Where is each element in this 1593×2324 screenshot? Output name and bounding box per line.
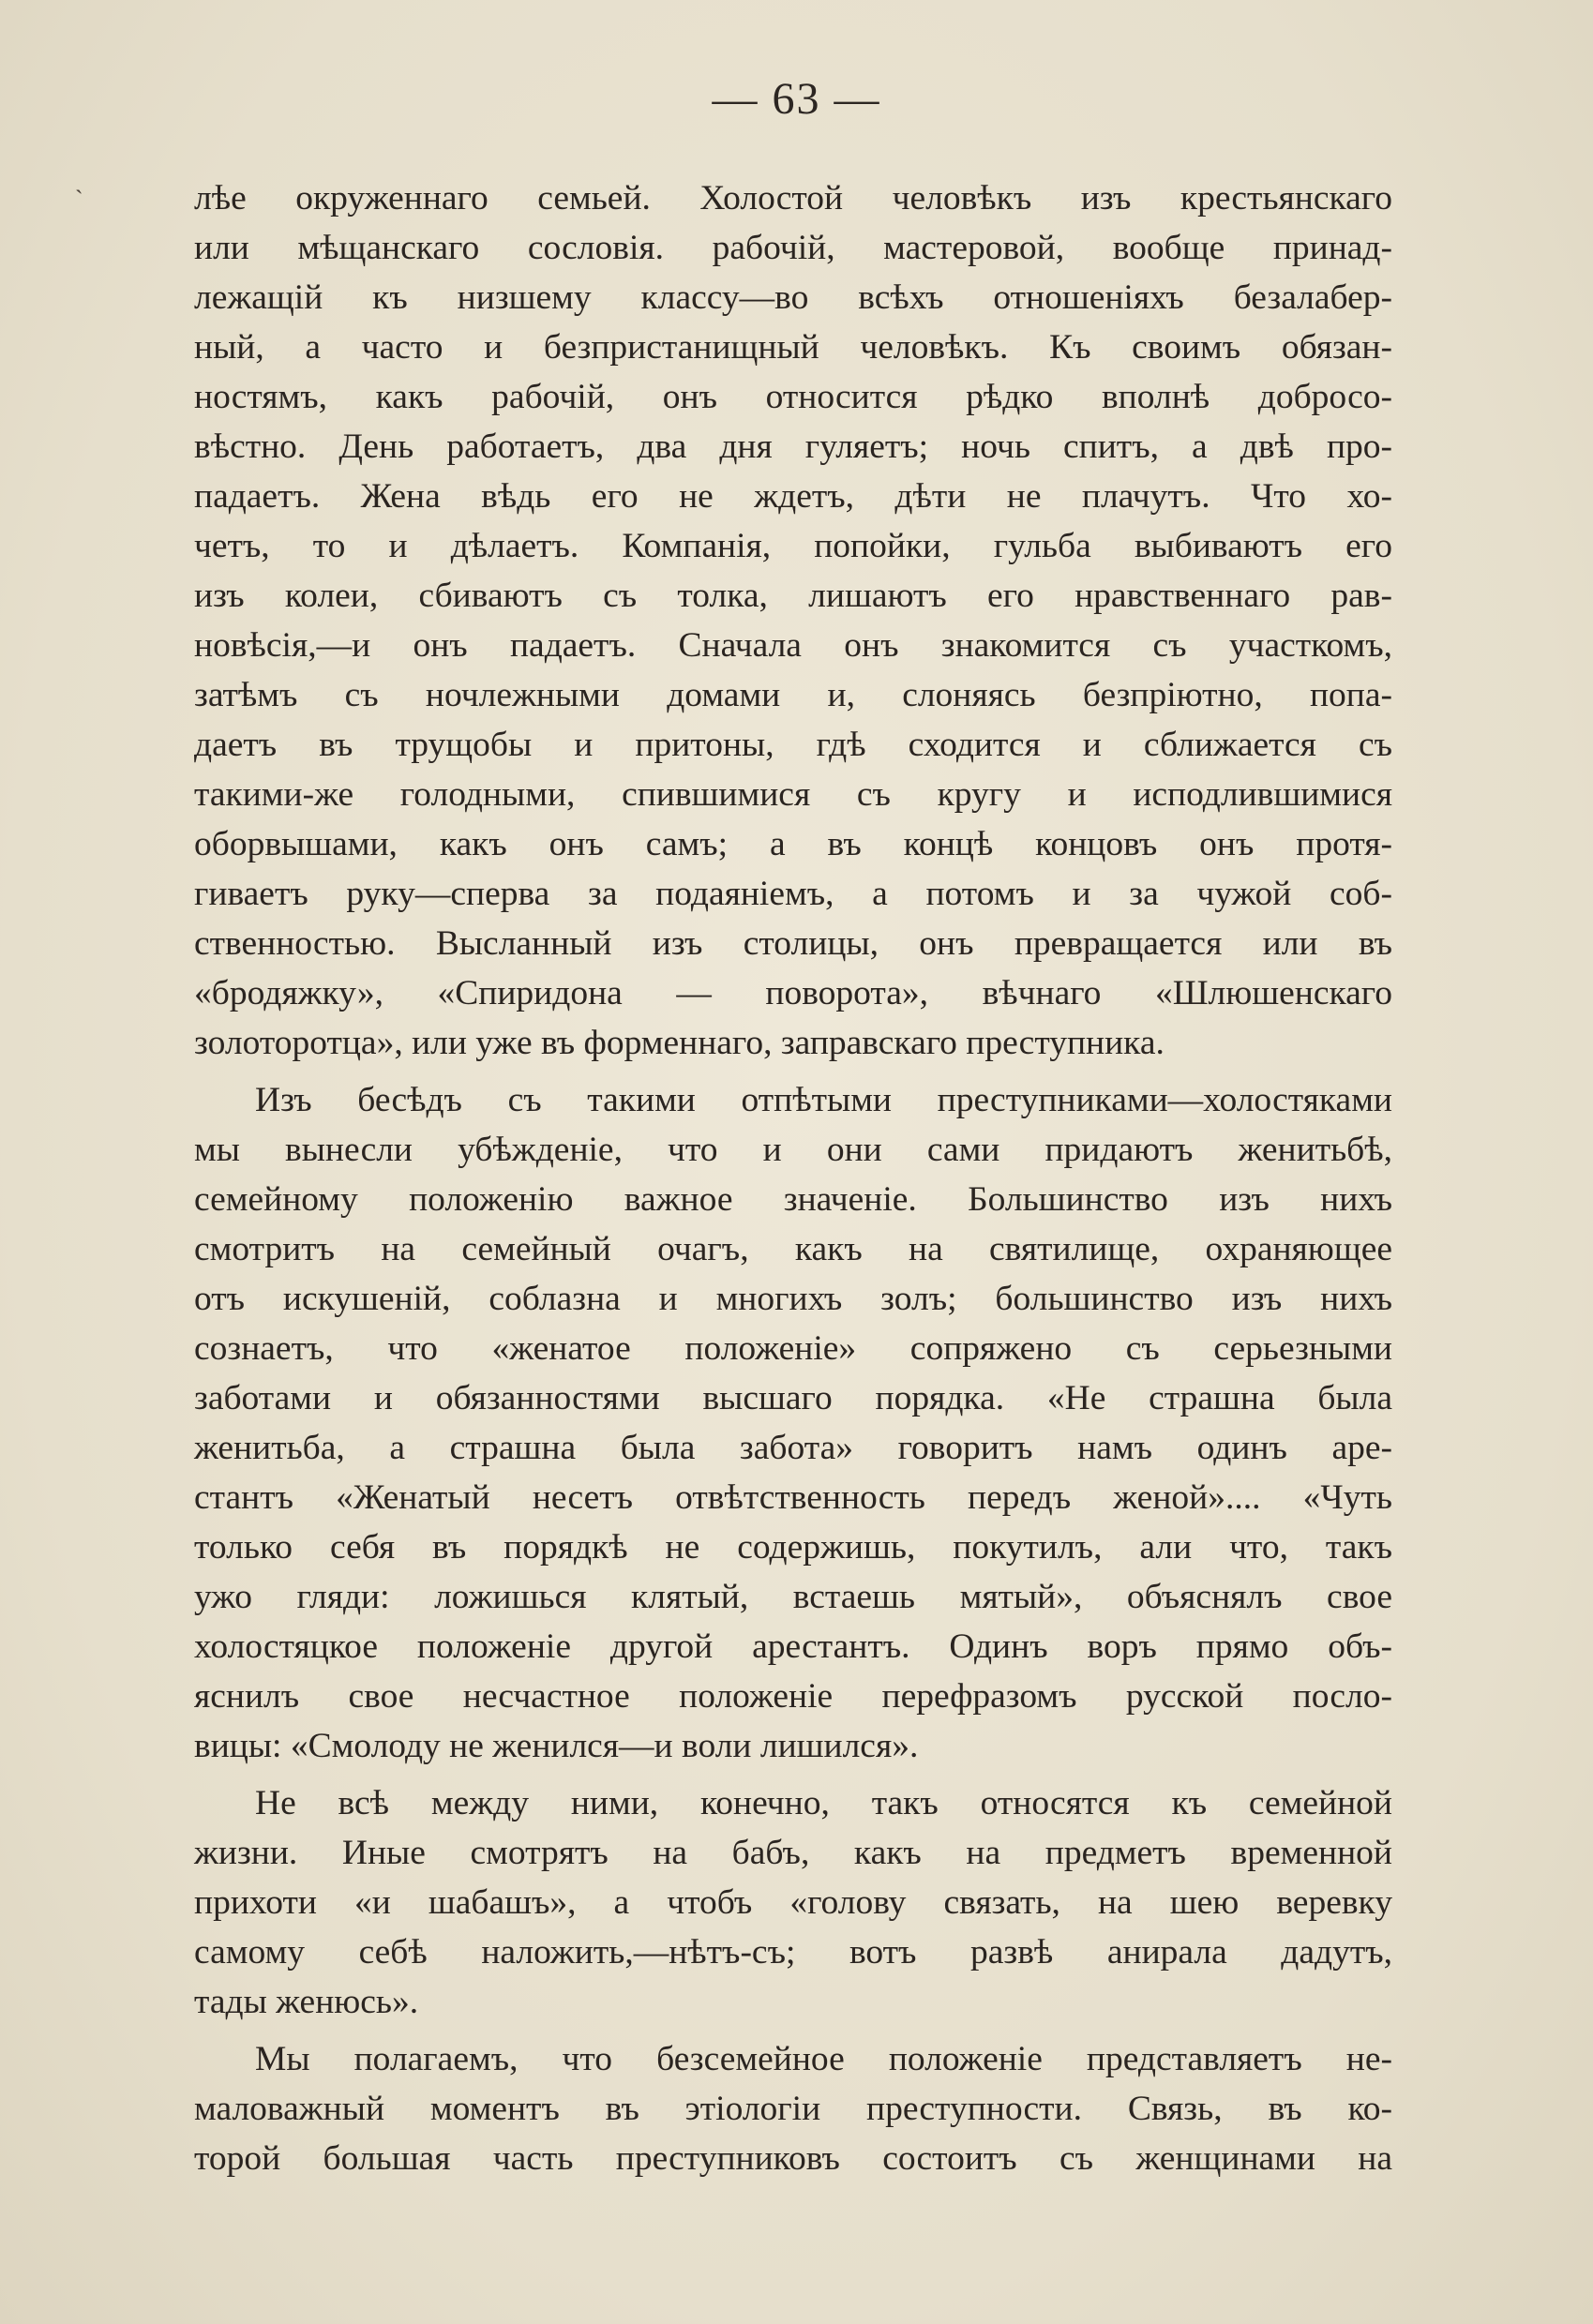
body-text [194,173,1392,2183]
text-line: яснилъ свое несчастное положеніе перефразомъ русской посло- [194,1677,1392,1716]
text-line: лежащій къ низшему классу—во всѣхъ отношеніяхъ безалабер- [194,278,1392,317]
text-line: Мы полагаемъ, что безсемейное положеніе представляетъ не- [255,2040,1392,2078]
text-line: торой большая часть преступниковъ состоитъ съ женщинами на [194,2139,1392,2178]
text-line: оборвышами, какъ онъ самъ; а въ концѣ концовъ онъ протя- [194,825,1392,863]
text-line: ный, а часто и безпристанищный человѣкъ. Къ своимъ обязан- [194,328,1392,367]
paragraph [194,2034,1392,2183]
text-line: падаетъ. Жена вѣдь его не ждетъ, дѣти не плачутъ. Что хо- [194,477,1392,516]
text-line: золоторотца», или уже въ форменнаго, заправскаго преступника. [194,1024,1165,1062]
text-line: ужо гляди: ложишься клятый, встаешь мятый», объяснялъ свое [194,1578,1392,1616]
text-line: самому себѣ наложить,—нѣтъ-съ; вотъ развѣ анирала дадутъ, [194,1933,1392,1972]
text-line: Изъ бесѣдъ съ такими отпѣтыми преступниками—холостяками [255,1081,1392,1119]
paragraph [194,173,1392,1068]
text-line: маловажный моментъ въ этіологіи преступности. Связь, въ ко- [194,2090,1392,2128]
text-line: тады женюсь». [194,1983,419,2021]
text-line: новѣсія,—и онъ падаетъ. Сначала онъ знакомится съ участкомъ, [194,626,1392,665]
text-line: Не всѣ между ними, конечно, такъ относятся къ семейной [255,1784,1392,1822]
text-line: сознаетъ, что «женатое положеніе» сопряжено съ серьезными [194,1329,1392,1368]
text-line: вицы: «Смолоду не женился—и воли лишился». [194,1727,919,1765]
paragraph [194,1778,1392,2027]
text-line: такими-же голодными, спившимися съ кругу и исподлившимися [194,775,1392,814]
text-line: прихоти «и шабашъ», а чтобъ «голову связать, на шею веревку [194,1883,1392,1922]
text-line: жизни. Иные смотрятъ на бабъ, какъ на предметъ временной [194,1834,1392,1872]
text-line: ностямъ, какъ рабочій, онъ относится рѣдко вполнѣ добросо- [194,378,1392,416]
text-line: заботами и обязанностями высшаго порядка. «Не страшна была [194,1379,1392,1417]
text-line: ственностью. Высланный изъ столицы, онъ превращается или въ [194,924,1392,963]
text-line: отъ искушеній, соблазна и многихъ золъ; большинство изъ нихъ [194,1280,1392,1318]
text-line: изъ колеи, сбиваютъ съ толка, лишаютъ его нравственнаго рав- [194,577,1392,615]
text-line: только себя въ порядкѣ не содержишь, покутилъ, али что, такъ [194,1528,1392,1567]
text-line: семейному положенію важное значеніе. Большинство изъ нихъ [194,1180,1392,1219]
text-line: гиваетъ руку—сперва за подаяніемъ, а потомъ и за чужой соб- [194,875,1392,913]
page-number: — 63 — [712,74,881,124]
text-line: женитьба, а страшна была забота» говоритъ намъ одинъ аре- [194,1429,1392,1467]
stray-ink-mark: ` [75,186,83,213]
text-line: холостяцкое положеніе другой арестантъ. Одинъ воръ прямо объ- [194,1627,1392,1666]
text-line: даетъ въ трущобы и притоны, гдѣ сходится и сближается съ [194,726,1392,764]
text-line: мы вынесли убѣжденіе, что и они сами придаютъ женитьбѣ, [194,1131,1392,1169]
text-line: смотритъ на семейный очагъ, какъ на святилище, охраняющее [194,1230,1392,1268]
text-line: вѣстно. День работаетъ, два дня гуляетъ; ночь спитъ, а двѣ про- [194,427,1392,466]
text-line: затѣмъ съ ночлежными домами и, слоняясь безпріютно, попа- [194,676,1392,714]
text-line: или мѣщанскаго сословія. рабочій, мастеровой, вообще принад- [194,229,1392,267]
text-line: «бродяжку», «Спиридона — поворота», вѣчнаго «Шлюшенскаго [194,974,1392,1012]
text-line: стантъ «Женатый несетъ отвѣтственность передъ женой».... «Чуть [194,1478,1392,1517]
text-line: четъ, то и дѣлаетъ. Компанія, попойки, гульба выбиваютъ его [194,527,1392,565]
text-line: лѣе окруженнаго семьей. Холостой человѣкъ изъ крестьянскаго [194,179,1392,217]
paragraph [194,1075,1392,1771]
